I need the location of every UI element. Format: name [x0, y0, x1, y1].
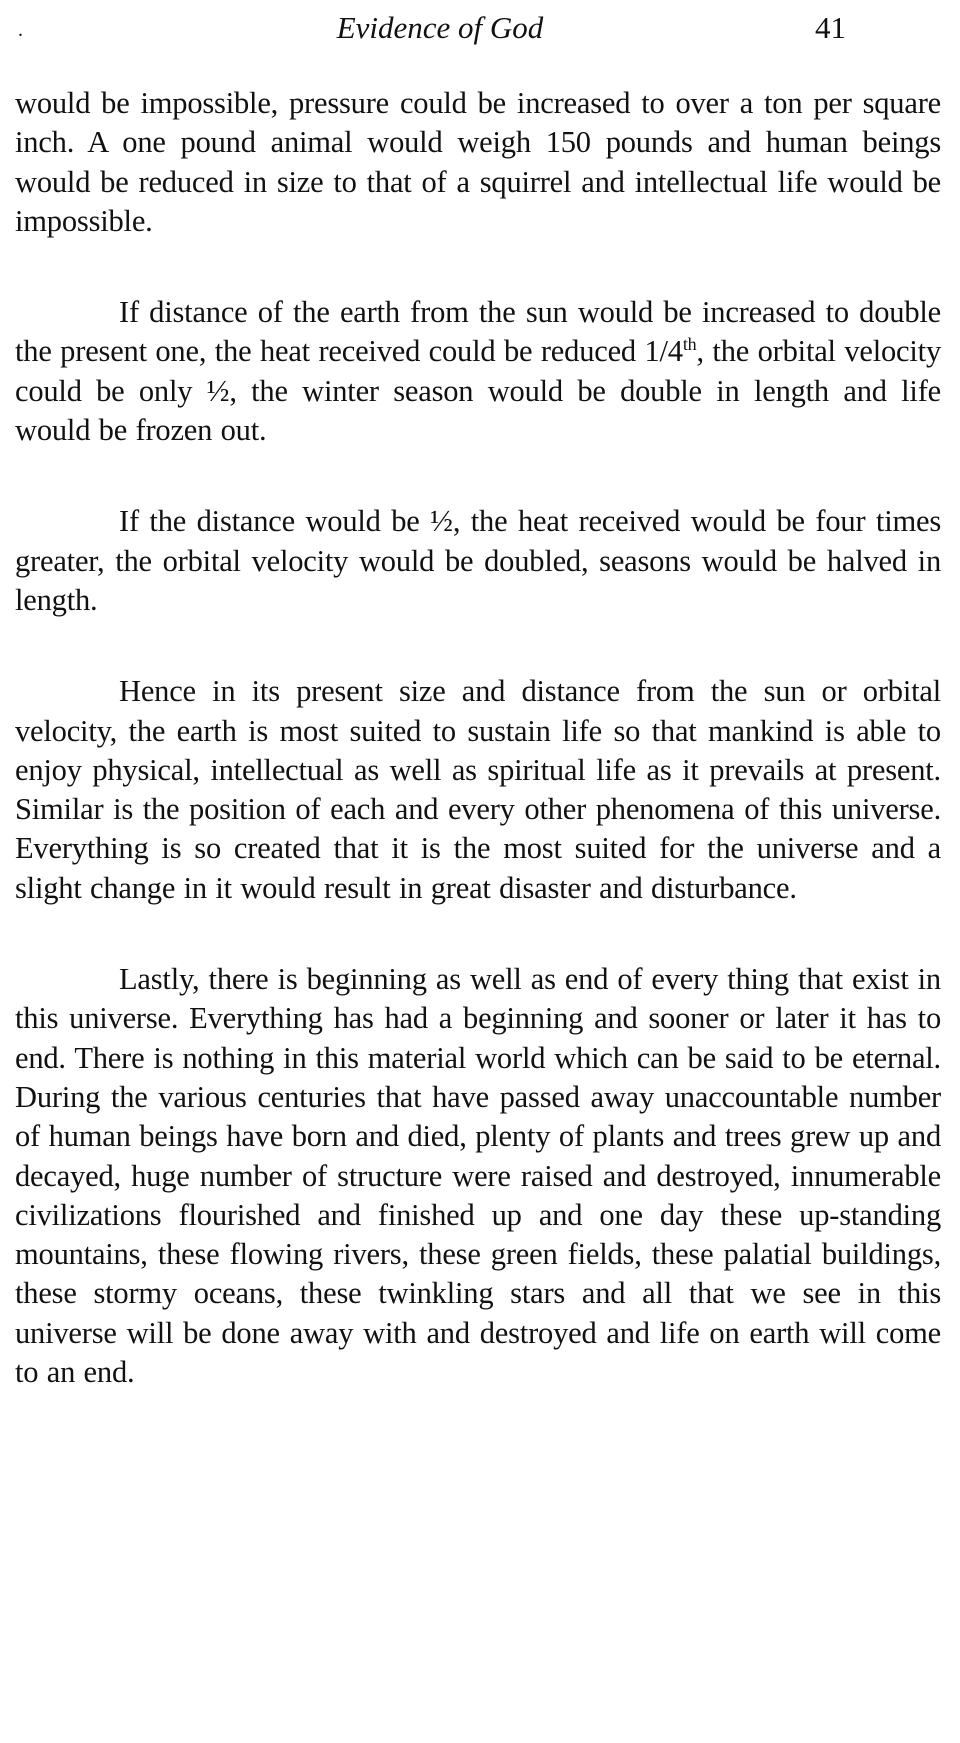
paragraph-text: , the orbital velocity could be only ½, the winter season would be double in length and life would be frozen out. [15, 334, 941, 448]
superscript-th: th [682, 334, 697, 355]
paragraph-continued: would be impossible, pressure could be increased to over a ton per square inch. A one pound animal would weigh 150 pounds and human beings would be reduced in size to that of a squirrel and intellectual life would be impossible. [15, 86, 941, 238]
page-header [0, 8, 960, 52]
paragraph-double-distance [15, 293, 941, 450]
paragraph-lastly: Lastly, there is beginning as well as end of every thing that exist in this universe. Everything has had a beginning and sooner or later it has to end. There is nothing in this material world which can be said to be eternal. During the various centuries that have passed away unaccountable number of human beings have born and died, plenty of plants and trees grew up and decayed, huge number of structure were raised and destroyed, innumerable civilizations flourished and finished up and one day these up-standing mountains, these flowing rivers, these green fields, these palatial buildings, these stormy oceans, these twinkling stars and all that we see in this universe will be done away with and destroyed and life on earth will come to an end. [15, 962, 941, 1390]
paragraph-half-distance: If the distance would be ½, the heat received would be four times greater, the orbital velocity would be doubled, seasons would be halved in length. [15, 504, 941, 617]
page-body [15, 84, 941, 1444]
paragraph-present-size: Hence in its present size and distance from the sun or orbital velocity, the earth is most suited to sustain life so that mankind is able to enjoy physical, intellectual as well as spiritual life as it prevails at present. Similar is the position of each and every other phenomena of this universe. Everything is so created that it is the most suited for the universe and a slight change in it would result in great disaster and disturbance. [15, 674, 941, 905]
header-dot-mark: . [18, 19, 23, 41]
page-number: 41 [815, 10, 846, 45]
running-title: Evidence of God [336, 10, 544, 45]
paragraph-text: If distance of the earth from the sun would be increased to double the present one, the heat received could be reduced 1/4 [15, 295, 941, 369]
